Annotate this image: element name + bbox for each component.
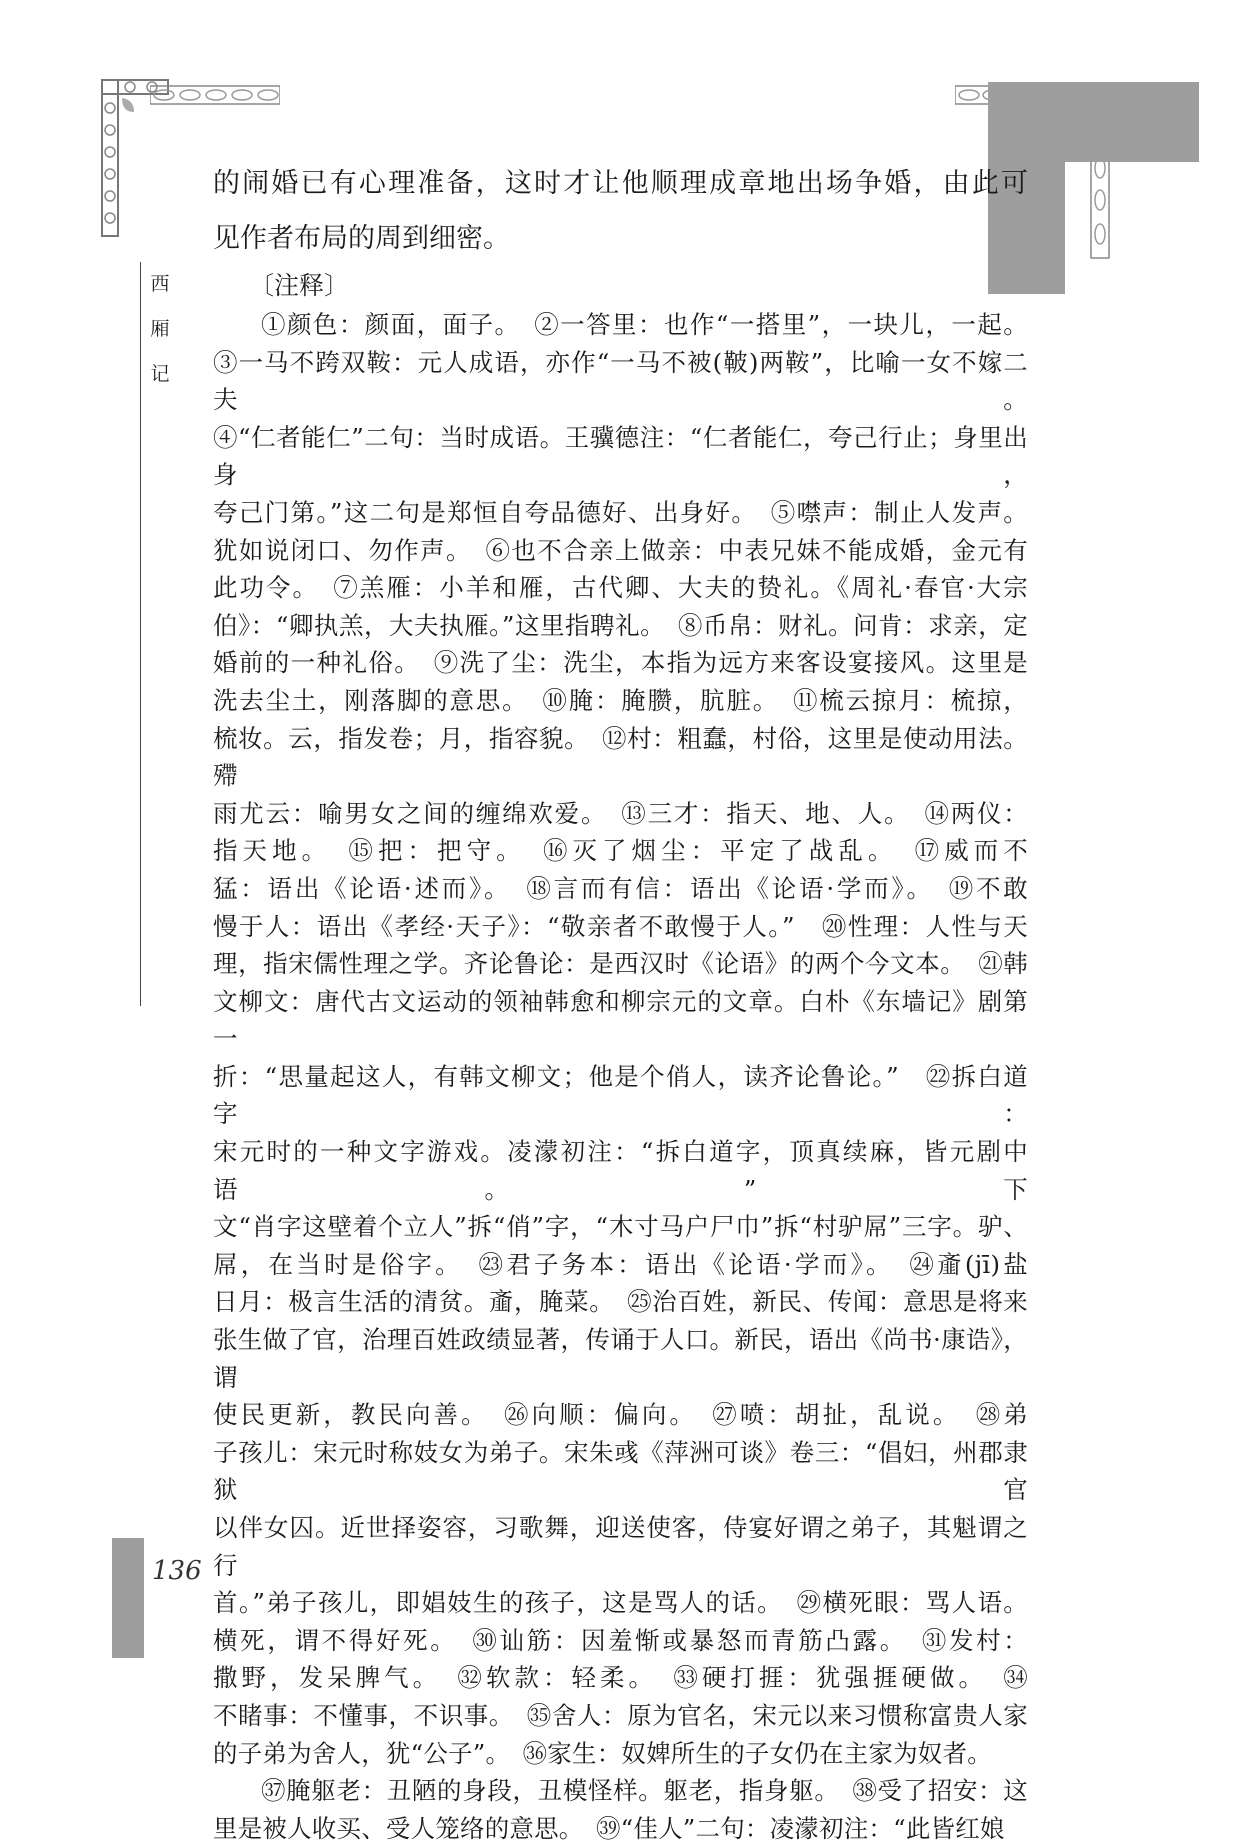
note-line: 夸己门第。”这二句是郑恒自夸品德好、出身好。 ⑤噤声：制止人发声。 <box>213 497 1028 527</box>
side-title-char: 厢 <box>150 318 170 340</box>
note-line: 日月：极言生活的清贫。齑，腌菜。 ㉕治百姓，新民、传闻：意思是将来 <box>213 1287 1028 1317</box>
note-line: 屌，在当时是俗字。 ㉓君子务本：语出《论语·学而》。 ㉔齑(jī)盐 <box>213 1249 1028 1279</box>
side-rule <box>140 262 141 1006</box>
notes-block-2 <box>213 1772 1028 1847</box>
note-line: ③一马不跨双鞍：元人成语，亦作“一马不被(鞁)两鞍”，比喻一女不嫁二夫。 <box>213 347 1028 415</box>
note-line: 指天地。 ⑮把：把守。 ⑯灭了烟尘：平定了战乱。 ⑰威而不 <box>213 836 1028 866</box>
side-title <box>146 262 174 397</box>
notes-heading: 〔注释〕 <box>249 271 350 300</box>
note-line: 使民更新，教民向善。 ㉖向顺：偏向。 ㉗喷：胡扯，乱说。 ㉘弟 <box>213 1400 1028 1430</box>
side-title-char: 记 <box>150 363 170 385</box>
note-line: ㊲腌躯老：丑陋的身段，丑模怪样。躯老，指身躯。 ㊳受了招安：这 <box>261 1776 1028 1806</box>
ornament-border-right-icon <box>1085 150 1115 260</box>
note-line: 首。”弟子孩儿，即娼妓生的孩子，这是骂人的话。 ㉙横死眼：骂人语。 <box>213 1588 1028 1618</box>
note-line: 文柳文：唐代古文运动的领袖韩愈和柳宗元的文章。白朴《东墙记》剧第一 <box>213 986 1028 1054</box>
note-line: 撒野，发呆脾气。 ㉜软款：轻柔。 ㉝硬打捱：犹强捱硬做。 ㉞ <box>213 1663 1028 1693</box>
note-line: 文“肖字这壁着个立人”拆“俏”字，“木寸马户尸巾”拆“村驴屌”三字。驴、 <box>213 1212 1028 1242</box>
intro-line: 见作者布局的周到细密。 <box>213 223 510 254</box>
page-number: 136 <box>152 1556 202 1586</box>
note-line: 里是被人收买、受人笼络的意思。 ㊴“佳人”二句：凌濛初注：“此皆红娘 <box>213 1813 1005 1843</box>
note-line: 雨尤云：喻男女之间的缠绵欢爱。 ⑬三才：指天、地、人。 ⑭两仪： <box>213 798 1028 828</box>
note-line: 宋元时的一种文字游戏。凌濛初注：“拆白道字，顶真续麻，皆元剧中语。”下 <box>213 1137 1028 1204</box>
note-line: 折：“思量起这人，有韩文柳文；他是个俏人，读齐论鲁论。” ㉒拆白道字： <box>213 1061 1028 1129</box>
note-line: 犹如说闭口、勿作声。 ⑥也不合亲上做亲：中表兄妹不能成婚，金元有 <box>213 535 1028 565</box>
note-line: 梳妆。云，指发卷；月，指容貌。 ⑫村：粗蠢，村俗，这里是使动用法。殢 <box>213 723 1028 791</box>
note-line: ①颜色：颜面，面子。 ②一答里：也作“一搭里”，一块儿，一起。 <box>261 310 1028 339</box>
ornament-border-top-left-icon <box>150 80 280 110</box>
note-line: 婚前的一种礼俗。 ⑨洗了尘：洗尘，本指为远方来客设宴接风。这里是 <box>213 648 1028 678</box>
note-line: 此功令。 ⑦羔雁：小羊和雁，古代卿、大夫的贽礼。《周礼·春官·大宗 <box>213 573 1028 603</box>
note-line: 的子弟为舍人，犹“公子”。 ㊱家生：奴婢所生的子女仍在主家为奴者。 <box>213 1738 992 1768</box>
note-line: 横死，谓不得好死。 ㉚讪筋：因羞惭或暴怒而青筋凸露。 ㉛发村： <box>213 1625 1028 1655</box>
intro-line: 的闹婚已有心理准备，这时才让他顺理成章地出场争婚，由此可 <box>213 168 1028 199</box>
note-line: 张生做了官，治理百姓政绩显著，传诵于人口。新民，语出《尚书·康诰》，谓 <box>213 1325 1028 1392</box>
note-line: 子孩儿：宋元时称妓女为弟子。宋朱彧《萍洲可谈》卷三：“倡妇，州郡隶狱官 <box>213 1437 1028 1505</box>
note-line: 猛：语出《论语·述而》。 ⑱言而有信：语出《论语·学而》。 ⑲不敢 <box>213 873 1028 903</box>
note-line: 洗去尘土，刚落脚的意思。 ⑩腌：腌臜，肮脏。 ⑪梳云掠月：梳掠， <box>213 685 1028 715</box>
note-line: ④“仁者能仁”二句：当时成语。王骥德注：“仁者能仁，夸己行止；身里出身， <box>213 422 1028 490</box>
note-line: 慢于人：语出《孝经·天子》：“敬亲者不敢慢于人。” ⑳性理：人性与天 <box>213 911 1028 941</box>
note-line: 伯》：“卿执羔，大夫执雁。”这里指聘礼。 ⑧币帛：财礼。问肯：求亲，定 <box>213 610 1028 640</box>
note-line: 以伴女囚。近世择姿容，习歌舞，迎送使客，侍宴好谓之弟子，其魁谓之行 <box>213 1513 1028 1580</box>
note-line: 不睹事：不懂事，不识事。 ㉟舍人：原为官名，宋元以来习惯称富贵人家 <box>213 1700 1028 1730</box>
notes-block <box>213 306 1028 1772</box>
main-text <box>213 162 1028 1847</box>
gray-footer-block <box>112 1538 144 1658</box>
note-line: 理，指宋儒性理之学。齐论鲁论：是西汉时《论语》的两个今文本。 ㉑韩 <box>213 949 1028 979</box>
side-title-char: 西 <box>150 273 170 295</box>
